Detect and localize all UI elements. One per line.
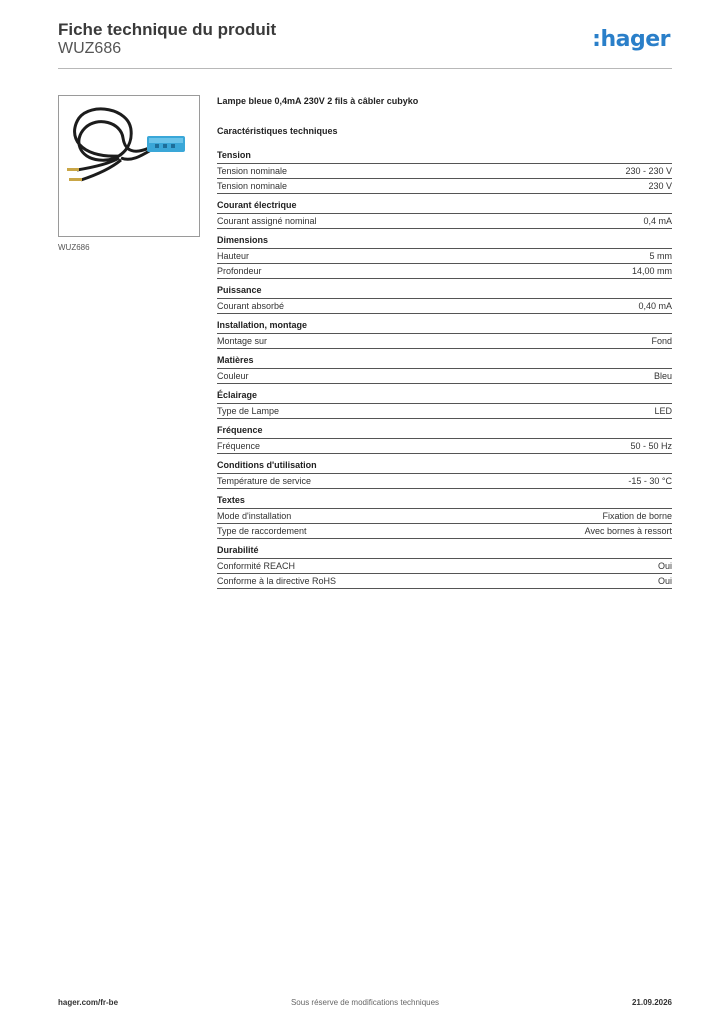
spec-row bbox=[217, 214, 672, 229]
spec-value: Oui bbox=[657, 576, 672, 586]
spec-label: Hauteur bbox=[217, 251, 250, 261]
spec-label: Type de Lampe bbox=[217, 406, 280, 416]
spec-section bbox=[217, 355, 672, 384]
hager-logo bbox=[582, 25, 672, 53]
footer-date: 21.09.2026 bbox=[631, 998, 672, 1007]
spec-value: 5 mm bbox=[649, 251, 672, 261]
spec-label: Courant absorbé bbox=[217, 301, 285, 311]
spec-value: Fixation de borne bbox=[602, 511, 672, 521]
spec-label: Mode d'installation bbox=[217, 511, 292, 521]
product-description: Lampe bleue 0,4mA 230V 2 fils à câbler cubyko bbox=[217, 96, 419, 106]
spec-label: Tension nominale bbox=[217, 181, 288, 191]
spec-sections bbox=[217, 150, 672, 589]
spec-value: 0,4 mA bbox=[643, 216, 672, 226]
spec-row bbox=[217, 524, 672, 539]
spec-value: Oui bbox=[657, 561, 672, 571]
spec-value: -15 - 30 °C bbox=[628, 476, 672, 486]
spec-section bbox=[217, 235, 672, 279]
spec-label: Fréquence bbox=[217, 441, 261, 451]
section-title: Textes bbox=[217, 495, 672, 509]
spec-section bbox=[217, 285, 672, 314]
page-footer bbox=[58, 998, 672, 1012]
spec-section bbox=[217, 425, 672, 454]
section-title: Fréquence bbox=[217, 425, 672, 439]
spec-value: 230 V bbox=[648, 181, 672, 191]
spec-value: LED bbox=[654, 406, 672, 416]
section-title: Matières bbox=[217, 355, 672, 369]
spec-row bbox=[217, 179, 672, 194]
spec-label: Tension nominale bbox=[217, 166, 288, 176]
spec-row bbox=[217, 404, 672, 419]
section-title: Conditions d'utilisation bbox=[217, 460, 672, 474]
document-title: Fiche technique du produit bbox=[58, 20, 277, 39]
spec-value: Bleu bbox=[653, 371, 672, 381]
spec-section bbox=[217, 545, 672, 589]
spec-row bbox=[217, 574, 672, 589]
image-caption: WUZ686 bbox=[58, 243, 90, 252]
spec-value: 0,40 mA bbox=[638, 301, 672, 311]
spec-row bbox=[217, 369, 672, 384]
spec-row bbox=[217, 299, 672, 314]
spec-row bbox=[217, 249, 672, 264]
spec-row bbox=[217, 509, 672, 524]
product-photo bbox=[59, 96, 199, 236]
footer-disclaimer: Sous réserve de modifications techniques bbox=[290, 998, 440, 1007]
spec-row bbox=[217, 264, 672, 279]
spec-value: Avec bornes à ressort bbox=[584, 526, 672, 536]
section-title: Durabilité bbox=[217, 545, 672, 559]
spec-value: 14,00 mm bbox=[631, 266, 672, 276]
spec-label: Profondeur bbox=[217, 266, 262, 276]
spec-row bbox=[217, 474, 672, 489]
spec-label: Conformité REACH bbox=[217, 561, 296, 571]
spec-label: Température de service bbox=[217, 476, 312, 486]
spec-row bbox=[217, 559, 672, 574]
spec-label: Type de raccordement bbox=[217, 526, 307, 536]
spec-section bbox=[217, 150, 672, 194]
spec-label: Conforme à la directive RoHS bbox=[217, 576, 337, 586]
page-header bbox=[58, 20, 672, 68]
spec-value: 50 - 50 Hz bbox=[630, 441, 672, 451]
spec-row bbox=[217, 334, 672, 349]
section-title: Installation, montage bbox=[217, 320, 672, 334]
specs-heading: Caractéristiques techniques bbox=[217, 126, 338, 136]
section-title: Courant électrique bbox=[217, 200, 672, 214]
spec-label: Montage sur bbox=[217, 336, 268, 346]
product-code: WUZ686 bbox=[58, 40, 122, 57]
spec-section bbox=[217, 495, 672, 539]
footer-website[interactable]: hager.com/fr-be bbox=[58, 998, 119, 1007]
section-title: Dimensions bbox=[217, 235, 672, 249]
spec-section bbox=[217, 390, 672, 419]
spec-label: Courant assigné nominal bbox=[217, 216, 317, 226]
spec-section bbox=[217, 200, 672, 229]
section-title: Puissance bbox=[217, 285, 672, 299]
product-image bbox=[58, 95, 200, 237]
spec-value: Fond bbox=[651, 336, 672, 346]
svg-text::hager: :hager bbox=[592, 27, 670, 52]
header-divider bbox=[58, 68, 672, 69]
spec-row bbox=[217, 439, 672, 454]
spec-label: Couleur bbox=[217, 371, 249, 381]
spec-section bbox=[217, 460, 672, 489]
section-title: Éclairage bbox=[217, 390, 672, 404]
spec-row bbox=[217, 164, 672, 179]
spec-value: 230 - 230 V bbox=[625, 166, 672, 176]
specifications bbox=[217, 96, 672, 595]
spec-section bbox=[217, 320, 672, 349]
section-title: Tension bbox=[217, 150, 672, 164]
